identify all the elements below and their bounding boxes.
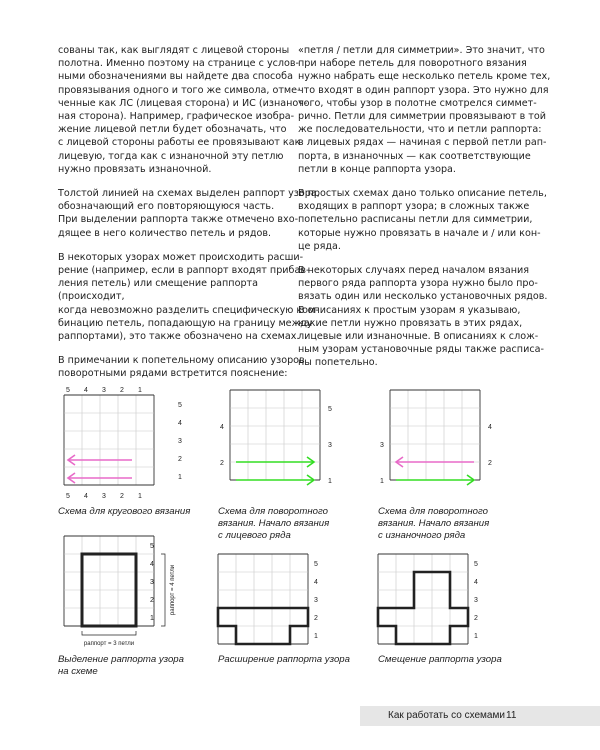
stitch-grid: [64, 395, 154, 485]
footer-section-title: Как работать со схемами: [388, 710, 505, 721]
rapport-expansion-diagram: [218, 554, 338, 654]
row-number: 2: [220, 460, 224, 467]
rows-bracket: [161, 554, 165, 626]
column-number: 3: [102, 387, 106, 394]
row-number: 3: [314, 597, 318, 604]
caption-round-knitting: Схема для кругового вязания: [58, 506, 191, 517]
column-number: 3: [102, 493, 106, 500]
column-number: 1: [138, 493, 142, 500]
row-number: 3: [328, 442, 332, 449]
row-number: 5: [328, 406, 332, 413]
row-number: 2: [488, 460, 492, 467]
row-number: 5: [314, 561, 318, 568]
stitch-grid: [218, 554, 308, 644]
column-number: 2: [120, 387, 124, 394]
row-number: 2: [474, 615, 478, 622]
page-number: 11: [506, 710, 517, 721]
paragraph: сованы так, как выглядят с лицевой стороны полотна. Именно поэтому на странице с услов- ными обозначениями вы найдете два способа провязывания одного и того же символа, отме- ченные как ЛС (лицевая сторона) и ИС (изнаноч- ная сторона). Например, графическое изобра- жение лицевой петли будет обозначать, что с лицевой стороны работы ее провязывают как лицевую, тогда как с изнаночной эту петлю нужно провязать изнаночной.: [58, 45, 308, 175]
row-number: 2: [150, 597, 154, 604]
row-number: 3: [150, 579, 154, 586]
rapport-rows-label: раппорт = 4 петли: [170, 564, 176, 616]
row-number: 5: [474, 561, 478, 568]
column-number: 1: [138, 387, 142, 394]
column-number: 4: [84, 387, 88, 394]
row-number: 4: [488, 424, 492, 431]
row-number: 4: [220, 424, 224, 431]
paragraph: В некоторых случаях перед началом вязания первого ряда раппорта узора нужно было про- вязать один или несколько установочных рядов. В описаниях к простым узорам я указываю, какие петли нужно провязать в этих рядах, лицевые или изнаночные. В описаниях к слож- ным узорам установочные ряды также расписа- ны попетельно.: [298, 265, 548, 369]
stitch-grid: [378, 554, 468, 644]
left-text-column: [58, 44, 320, 392]
caption-expansion: Расширение раппорта узора: [218, 654, 350, 665]
paragraph: «петля / петли для симметрии». Это значит, что при наборе петель для поворотного вязания нужно набрать еще несколько петель кроме тех, что входят в один раппорт узора. Это нужно для того, чтобы узор в полотне смотрелся симмет- рично. Петли для симметрии провязывают в той же последовательности, что и петли раппорта: в лицевых рядах — начиная с первой петли рап- порта, в изнаночных — как соответствующие петли в конце раппорта узора.: [298, 45, 551, 175]
row-number: 4: [150, 561, 154, 568]
page-footer: [0, 706, 600, 726]
column-number: 5: [66, 387, 70, 394]
row-number: 5: [178, 402, 182, 409]
row-number: 3: [380, 442, 384, 449]
caption-shift: Смещение раппорта узора: [378, 654, 502, 665]
row-number: 1: [314, 633, 318, 640]
row-number: 4: [474, 579, 478, 586]
stitches-bracket: [82, 631, 136, 635]
paragraph: В некоторых узорах может происходить расши- рение (например, если в раппорт входят прибав- ления петель) или смещение раппорта (происходит, когда невозможно разделить специфическую ком- бинацию петель, попадающую на границу между раппортами), это также обозначено на схемах.: [58, 251, 319, 343]
caption-turn-ws: Схема для поворотного вязания. Начало вязания с изнаночного ряда: [378, 506, 490, 541]
turn-ws-diagram: [378, 386, 508, 506]
rapport-outline-diagram: [58, 534, 188, 654]
row-number: 2: [314, 615, 318, 622]
caption-turn-rs: Схема для поворотного вязания. Начало вязания с лицевого ряда: [218, 506, 330, 541]
column-number: 2: [120, 493, 124, 500]
rapport-shift-diagram: [378, 554, 498, 654]
right-text-column: [298, 44, 560, 381]
row-number: 3: [474, 597, 478, 604]
row-number: 1: [150, 615, 154, 622]
column-number: 5: [66, 493, 70, 500]
stitch-grid: [230, 390, 320, 480]
row-number: 5: [150, 543, 154, 550]
stitch-grid: [390, 390, 480, 480]
caption-rapport: Выделение раппорта узора на схеме: [58, 654, 184, 677]
column-number: 4: [84, 493, 88, 500]
turn-rs-diagram: [218, 386, 348, 506]
paragraph: Толстой линией на схемах выделен раппорт узора, обозначающий его повторяющуюся часть. При выделении раппорта также отмечено вхо- дящее в него количество петель и рядов.: [58, 188, 320, 239]
row-number: 1: [474, 633, 478, 640]
round-knitting-diagram: [58, 386, 188, 506]
row-number: 1: [178, 474, 182, 481]
row-number: 1: [380, 478, 384, 485]
row-number: 3: [178, 438, 182, 445]
row-number: 1: [328, 478, 332, 485]
row-number: 4: [314, 579, 318, 586]
stitch-grid: [64, 536, 154, 626]
paragraph: В примечании к попетельному описанию узоров поворотными рядами встретится пояснение:: [58, 355, 305, 380]
row-number: 4: [178, 420, 182, 427]
paragraph: В простых схемах дано только описание петель, входящих в раппорт узора; в сложных также попетельно расписаны петли для симметрии, которые нужно провязать в начале и / или кон- це ряда.: [298, 188, 547, 252]
row-number: 2: [178, 456, 182, 463]
rapport-stitches-label: раппорт = 3 петли: [83, 641, 135, 647]
